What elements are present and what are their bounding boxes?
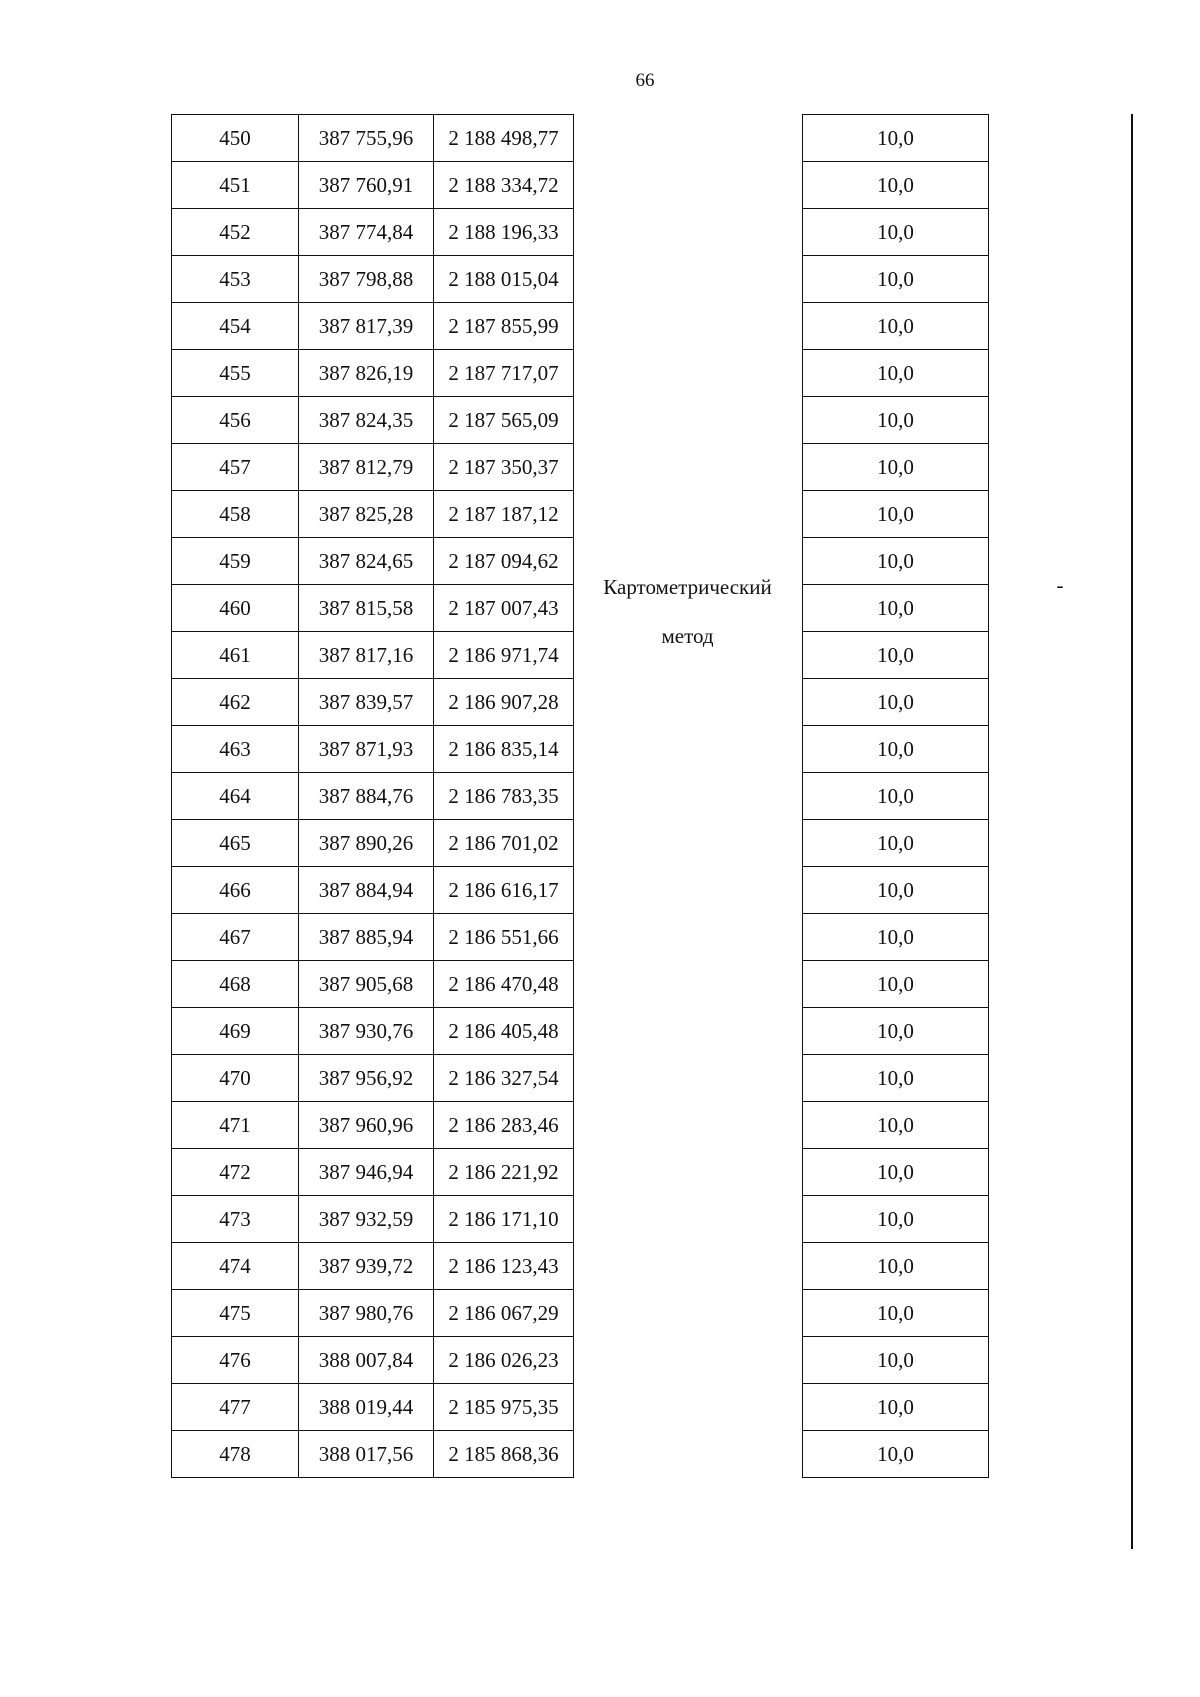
y-coordinate-cell: 2 187 007,43 bbox=[434, 585, 574, 632]
point-number-cell: 458 bbox=[172, 491, 299, 538]
point-number-cell: 465 bbox=[172, 820, 299, 867]
accuracy-cell: 10,0 bbox=[803, 1243, 989, 1290]
table-row bbox=[803, 1149, 989, 1196]
x-coordinate-cell: 387 760,91 bbox=[299, 162, 434, 209]
table-row bbox=[803, 444, 989, 491]
point-number-cell: 471 bbox=[172, 1102, 299, 1149]
y-coordinate-cell: 2 187 855,99 bbox=[434, 303, 574, 350]
table-row bbox=[803, 820, 989, 867]
page-number: 66 bbox=[635, 70, 655, 91]
accuracy-cell: 10,0 bbox=[803, 1055, 989, 1102]
x-coordinate-cell: 387 890,26 bbox=[299, 820, 434, 867]
table-row bbox=[803, 1290, 989, 1337]
x-coordinate-cell: 387 826,19 bbox=[299, 350, 434, 397]
x-coordinate-cell: 387 815,58 bbox=[299, 585, 434, 632]
table-row bbox=[803, 1055, 989, 1102]
table-row bbox=[803, 115, 989, 162]
y-coordinate-cell: 2 186 470,48 bbox=[434, 961, 574, 1008]
x-coordinate-cell: 387 871,93 bbox=[299, 726, 434, 773]
x-coordinate-cell: 387 839,57 bbox=[299, 679, 434, 726]
table-row bbox=[803, 1337, 989, 1384]
point-number-cell: 464 bbox=[172, 773, 299, 820]
table-row bbox=[803, 726, 989, 773]
accuracy-cell: 10,0 bbox=[803, 162, 989, 209]
point-number-cell: 467 bbox=[172, 914, 299, 961]
x-coordinate-cell: 387 824,35 bbox=[299, 397, 434, 444]
y-coordinate-cell: 2 186 907,28 bbox=[434, 679, 574, 726]
table-row bbox=[172, 162, 574, 209]
right-border-line bbox=[1131, 114, 1133, 1549]
table-row bbox=[172, 1290, 574, 1337]
table-row bbox=[172, 1337, 574, 1384]
y-coordinate-cell: 2 186 327,54 bbox=[434, 1055, 574, 1102]
method-label-line2: метод bbox=[661, 624, 714, 648]
point-number-cell: 476 bbox=[172, 1337, 299, 1384]
accuracy-cell: 10,0 bbox=[803, 726, 989, 773]
accuracy-cell: 10,0 bbox=[803, 397, 989, 444]
accuracy-cell: 10,0 bbox=[803, 115, 989, 162]
accuracy-table bbox=[802, 114, 989, 1478]
y-coordinate-cell: 2 188 498,77 bbox=[434, 115, 574, 162]
table-row bbox=[172, 444, 574, 491]
point-number-cell: 451 bbox=[172, 162, 299, 209]
accuracy-cell: 10,0 bbox=[803, 961, 989, 1008]
table-row bbox=[172, 350, 574, 397]
y-coordinate-cell: 2 186 616,17 bbox=[434, 867, 574, 914]
accuracy-cell: 10,0 bbox=[803, 1384, 989, 1431]
accuracy-cell: 10,0 bbox=[803, 256, 989, 303]
table-row bbox=[172, 491, 574, 538]
point-number-cell: 473 bbox=[172, 1196, 299, 1243]
point-number-cell: 450 bbox=[172, 115, 299, 162]
accuracy-cell: 10,0 bbox=[803, 491, 989, 538]
point-number-cell: 472 bbox=[172, 1149, 299, 1196]
table-row bbox=[803, 867, 989, 914]
y-coordinate-cell: 2 188 196,33 bbox=[434, 209, 574, 256]
note-dash: - bbox=[1056, 573, 1064, 597]
accuracy-cell: 10,0 bbox=[803, 1290, 989, 1337]
point-number-cell: 463 bbox=[172, 726, 299, 773]
point-number-cell: 477 bbox=[172, 1384, 299, 1431]
table-row bbox=[172, 209, 574, 256]
table-row bbox=[172, 1102, 574, 1149]
point-number-cell: 469 bbox=[172, 1008, 299, 1055]
accuracy-cell: 10,0 bbox=[803, 585, 989, 632]
table-row bbox=[172, 1431, 574, 1478]
y-coordinate-cell: 2 187 187,12 bbox=[434, 491, 574, 538]
x-coordinate-cell: 387 884,76 bbox=[299, 773, 434, 820]
point-number-cell: 460 bbox=[172, 585, 299, 632]
accuracy-cell: 10,0 bbox=[803, 303, 989, 350]
table-row bbox=[803, 1431, 989, 1478]
table-row bbox=[803, 1243, 989, 1290]
table-row bbox=[803, 1008, 989, 1055]
point-number-cell: 454 bbox=[172, 303, 299, 350]
point-number-cell: 453 bbox=[172, 256, 299, 303]
x-coordinate-cell: 387 885,94 bbox=[299, 914, 434, 961]
x-coordinate-cell: 387 932,59 bbox=[299, 1196, 434, 1243]
accuracy-cell: 10,0 bbox=[803, 1196, 989, 1243]
table-row bbox=[803, 303, 989, 350]
table-row bbox=[803, 773, 989, 820]
x-coordinate-cell: 388 007,84 bbox=[299, 1337, 434, 1384]
x-coordinate-cell: 387 939,72 bbox=[299, 1243, 434, 1290]
table-row bbox=[172, 1243, 574, 1290]
y-coordinate-cell: 2 186 067,29 bbox=[434, 1290, 574, 1337]
accuracy-cell: 10,0 bbox=[803, 538, 989, 585]
x-coordinate-cell: 387 946,94 bbox=[299, 1149, 434, 1196]
table-row bbox=[803, 679, 989, 726]
y-coordinate-cell: 2 186 221,92 bbox=[434, 1149, 574, 1196]
x-coordinate-cell: 387 798,88 bbox=[299, 256, 434, 303]
accuracy-cell: 10,0 bbox=[803, 773, 989, 820]
table-row bbox=[172, 726, 574, 773]
table-row bbox=[803, 491, 989, 538]
table-row bbox=[803, 632, 989, 679]
accuracy-cell: 10,0 bbox=[803, 820, 989, 867]
point-number-cell: 468 bbox=[172, 961, 299, 1008]
accuracy-table-body bbox=[803, 115, 989, 1478]
table-row bbox=[172, 585, 574, 632]
x-coordinate-cell: 387 905,68 bbox=[299, 961, 434, 1008]
accuracy-cell: 10,0 bbox=[803, 1431, 989, 1478]
y-coordinate-cell: 2 186 783,35 bbox=[434, 773, 574, 820]
point-number-cell: 455 bbox=[172, 350, 299, 397]
table-row bbox=[803, 961, 989, 1008]
y-coordinate-cell: 2 186 171,10 bbox=[434, 1196, 574, 1243]
table-row bbox=[803, 209, 989, 256]
y-coordinate-cell: 2 186 551,66 bbox=[434, 914, 574, 961]
table-row bbox=[803, 538, 989, 585]
x-coordinate-cell: 388 017,56 bbox=[299, 1431, 434, 1478]
y-coordinate-cell: 2 185 975,35 bbox=[434, 1384, 574, 1431]
y-coordinate-cell: 2 186 283,46 bbox=[434, 1102, 574, 1149]
table-row bbox=[803, 256, 989, 303]
point-number-cell: 470 bbox=[172, 1055, 299, 1102]
x-coordinate-cell: 387 824,65 bbox=[299, 538, 434, 585]
accuracy-cell: 10,0 bbox=[803, 679, 989, 726]
accuracy-cell: 10,0 bbox=[803, 444, 989, 491]
table-row bbox=[172, 538, 574, 585]
accuracy-cell: 10,0 bbox=[803, 867, 989, 914]
point-number-cell: 459 bbox=[172, 538, 299, 585]
accuracy-cell: 10,0 bbox=[803, 1102, 989, 1149]
table-row bbox=[803, 1384, 989, 1431]
table-row bbox=[803, 350, 989, 397]
x-coordinate-cell: 387 980,76 bbox=[299, 1290, 434, 1337]
table-row bbox=[803, 162, 989, 209]
point-number-cell: 474 bbox=[172, 1243, 299, 1290]
x-coordinate-cell: 387 960,96 bbox=[299, 1102, 434, 1149]
table-row bbox=[803, 1102, 989, 1149]
y-coordinate-cell: 2 186 701,02 bbox=[434, 820, 574, 867]
y-coordinate-cell: 2 186 405,48 bbox=[434, 1008, 574, 1055]
table-row bbox=[172, 1196, 574, 1243]
x-coordinate-cell: 387 930,76 bbox=[299, 1008, 434, 1055]
y-coordinate-cell: 2 186 026,23 bbox=[434, 1337, 574, 1384]
table-row bbox=[172, 256, 574, 303]
table-row bbox=[172, 1149, 574, 1196]
table-row bbox=[172, 961, 574, 1008]
table-row bbox=[172, 303, 574, 350]
x-coordinate-cell: 387 825,28 bbox=[299, 491, 434, 538]
point-number-cell: 462 bbox=[172, 679, 299, 726]
table-row bbox=[172, 1055, 574, 1102]
point-number-cell: 478 bbox=[172, 1431, 299, 1478]
accuracy-cell: 10,0 bbox=[803, 1008, 989, 1055]
table-row bbox=[172, 115, 574, 162]
accuracy-cell: 10,0 bbox=[803, 209, 989, 256]
accuracy-cell: 10,0 bbox=[803, 632, 989, 679]
y-coordinate-cell: 2 186 971,74 bbox=[434, 632, 574, 679]
table-row bbox=[803, 1196, 989, 1243]
y-coordinate-cell: 2 187 094,62 bbox=[434, 538, 574, 585]
x-coordinate-cell: 387 956,92 bbox=[299, 1055, 434, 1102]
point-number-cell: 475 bbox=[172, 1290, 299, 1337]
table-row bbox=[172, 914, 574, 961]
point-number-cell: 457 bbox=[172, 444, 299, 491]
y-coordinate-cell: 2 187 717,07 bbox=[434, 350, 574, 397]
table-row bbox=[172, 773, 574, 820]
x-coordinate-cell: 387 774,84 bbox=[299, 209, 434, 256]
x-coordinate-cell: 387 884,94 bbox=[299, 867, 434, 914]
table-row bbox=[172, 820, 574, 867]
y-coordinate-cell: 2 188 334,72 bbox=[434, 162, 574, 209]
table-row bbox=[172, 867, 574, 914]
point-number-cell: 456 bbox=[172, 397, 299, 444]
point-number-cell: 461 bbox=[172, 632, 299, 679]
y-coordinate-cell: 2 187 350,37 bbox=[434, 444, 574, 491]
accuracy-cell: 10,0 bbox=[803, 350, 989, 397]
table-row bbox=[803, 914, 989, 961]
coordinates-table bbox=[171, 114, 574, 1478]
point-number-cell: 452 bbox=[172, 209, 299, 256]
y-coordinate-cell: 2 187 565,09 bbox=[434, 397, 574, 444]
table-row bbox=[172, 632, 574, 679]
x-coordinate-cell: 388 019,44 bbox=[299, 1384, 434, 1431]
method-cell bbox=[575, 563, 800, 661]
table-row bbox=[803, 585, 989, 632]
table-row bbox=[172, 1008, 574, 1055]
method-label-line1: Картометрический bbox=[603, 575, 772, 599]
table-row bbox=[172, 679, 574, 726]
x-coordinate-cell: 387 817,39 bbox=[299, 303, 434, 350]
accuracy-cell: 10,0 bbox=[803, 1149, 989, 1196]
table-row bbox=[172, 1384, 574, 1431]
x-coordinate-cell: 387 812,79 bbox=[299, 444, 434, 491]
y-coordinate-cell: 2 185 868,36 bbox=[434, 1431, 574, 1478]
x-coordinate-cell: 387 755,96 bbox=[299, 115, 434, 162]
y-coordinate-cell: 2 186 835,14 bbox=[434, 726, 574, 773]
y-coordinate-cell: 2 186 123,43 bbox=[434, 1243, 574, 1290]
accuracy-cell: 10,0 bbox=[803, 914, 989, 961]
y-coordinate-cell: 2 188 015,04 bbox=[434, 256, 574, 303]
x-coordinate-cell: 387 817,16 bbox=[299, 632, 434, 679]
table-row bbox=[803, 397, 989, 444]
coordinates-table-body bbox=[172, 115, 574, 1478]
table-row bbox=[172, 397, 574, 444]
accuracy-cell: 10,0 bbox=[803, 1337, 989, 1384]
point-number-cell: 466 bbox=[172, 867, 299, 914]
